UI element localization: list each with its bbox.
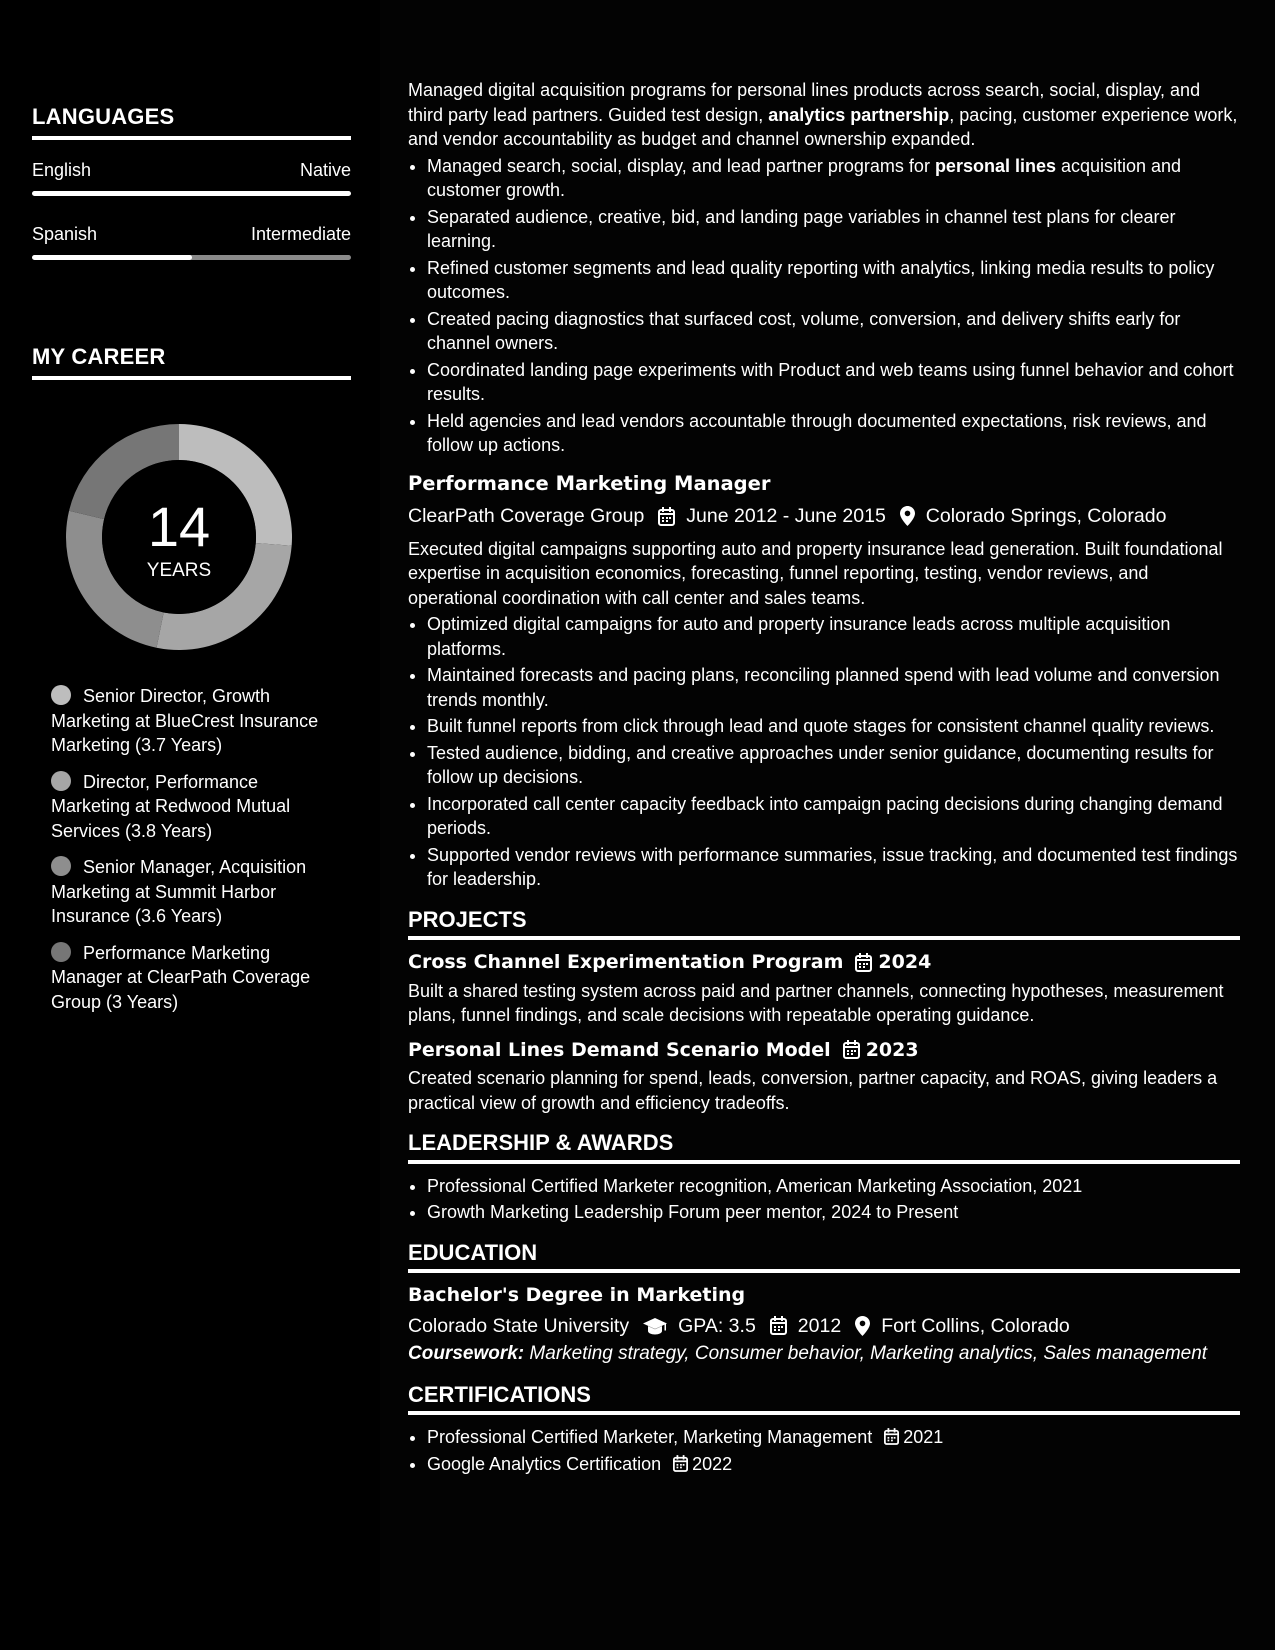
language-name: English: [32, 160, 92, 180]
project-name: Cross Channel Experimentation Program: [408, 951, 844, 973]
bullet-item: • Supported vendor reviews with performance summaries, issue tracking, and documented test findings for leadership.: [427, 843, 1240, 892]
coursework: [408, 1342, 1240, 1367]
job-title: Performance Marketing Manager: [408, 471, 771, 495]
career-dot-icon: [51, 771, 71, 791]
calendar-icon: [884, 1428, 899, 1445]
projects-title: PROJECTS: [408, 908, 1240, 941]
coursework-text: Marketing strategy, Consumer behavior, Marketing analytics, Sales management: [524, 1343, 1208, 1364]
bullet-item: • Incorporated call center capacity feedback into campaign pacing decisions during changing demand periods.: [427, 792, 1240, 841]
award-item: • Professional Certified Marketer recognition, American Marketing Association, 2021: [427, 1174, 1240, 1199]
languages-section: [32, 104, 351, 260]
summary-bold: analytics partnership: [768, 104, 950, 125]
calendar-icon: [855, 953, 872, 972]
career-dot-icon: [51, 685, 71, 705]
bullet-text: Managed search, social, display, and lead partner programs for: [427, 155, 935, 176]
graduation-year: 2012: [797, 1314, 842, 1337]
career-item-text: Senior Director, Growth Marketing at BlueCrest Insurance Marketing (3.7 Years): [51, 686, 319, 755]
languages-title: LANGUAGES: [32, 104, 351, 140]
career-years-number: 14: [147, 495, 211, 558]
calendar-icon: [673, 1455, 688, 1472]
project-year: 2024: [878, 951, 932, 973]
career-years-unit: YEARS: [146, 560, 212, 581]
language-item: [32, 224, 351, 260]
summary-text: , pacing, customer experience work, and vendor accountability as budget and channel ownership expanded.: [408, 104, 1238, 149]
location-pin-icon: [855, 1316, 870, 1336]
calendar-icon: [843, 1040, 860, 1059]
bullet-item: • Held agencies and lead vendors accountable through documented expectations, risk reviews, and follow up actions.: [427, 409, 1240, 458]
job-bullets: [408, 612, 1240, 892]
career-item-text: Performance Marketing Manager at ClearPath Coverage Group (3 Years): [51, 942, 311, 1012]
project-year: 2023: [865, 1038, 919, 1061]
bullet-item: • Separated audience, creative, bid, and landing page variables in channel test plans for clearer learning.: [427, 205, 1240, 254]
project-description: Built a shared testing system across paid and partner channels, connecting hypotheses, measurement plans, funnel findings, and scale decisions with repeatable operating guidance.: [408, 980, 1224, 1025]
language-item: [32, 160, 351, 196]
degree-name: Bachelor's Degree in Marketing: [408, 1284, 746, 1306]
awards-list: [408, 1174, 1240, 1225]
certification-name: Google Analytics Certification: [427, 1453, 662, 1474]
bullet-text: acquisition and customer growth.: [427, 155, 1182, 200]
project-item: [408, 950, 1240, 1028]
certification-name: Professional Certified Marketer, Marketing Management: [427, 1427, 873, 1447]
career-item: [51, 684, 341, 758]
career-donut-chart: [66, 424, 292, 650]
career-item: [51, 855, 341, 929]
school-location: Fort Collins, Colorado: [881, 1314, 1070, 1337]
bullet-item: • Refined customer segments and lead quality reporting with analytics, linking media results to policy outcomes.: [427, 256, 1240, 305]
coursework-label: Coursework:: [408, 1343, 525, 1364]
calendar-icon: [770, 1316, 787, 1335]
bullet-item: [427, 154, 1240, 203]
bullet-item: • Coordinated landing page experiments with Product and web teams using funnel behavior and cohort results.: [427, 358, 1240, 407]
job-dates: June 2012 - June 2015: [686, 505, 886, 527]
career-item-text: Senior Manager, Acquisition Marketing at Summit Harbor Insurance (3.6 Years): [51, 857, 307, 926]
career-dot-icon: [51, 856, 71, 876]
career-dot-icon: [51, 942, 71, 962]
certification-year: 2022: [692, 1453, 733, 1474]
gpa: GPA: 3.5: [678, 1314, 756, 1337]
bullet-bold: personal lines: [934, 155, 1056, 176]
education-title: EDUCATION: [408, 1241, 1240, 1274]
graduation-cap-icon: [643, 1317, 667, 1335]
bullet-item: • Maintained forecasts and pacing plans, reconciling planned spend with lead volume and conversion trends monthly.: [427, 663, 1240, 712]
job-location: Colorado Springs, Colorado: [925, 505, 1167, 527]
language-name: Spanish: [32, 224, 98, 244]
certifications-list: [408, 1425, 1240, 1476]
language-proficiency-bar: [32, 191, 351, 196]
calendar-icon: [658, 507, 675, 526]
language-level: Native: [299, 160, 351, 180]
award-item: • Growth Marketing Leadership Forum peer mentor, 2024 to Present: [427, 1200, 1240, 1225]
bullet-item: • Tested audience, bidding, and creative approaches under senior guidance, documenting results for follow up decisions.: [427, 741, 1240, 790]
career-item: [51, 770, 341, 844]
job-summary: Executed digital campaigns supporting auto and property insurance lead generation. Built foundational expertise in acquisition economics, forecasting, funnel reporting, testing, vendor reviews, and operational coordination with call center and sales teams.: [408, 538, 1223, 608]
certification-year: 2021: [903, 1427, 944, 1447]
project-item: [408, 1038, 1240, 1116]
main-content: [408, 78, 1240, 1478]
experience-summary: [408, 78, 1240, 152]
career-item: [51, 941, 341, 1015]
bullet-item: • Optimized digital campaigns for auto and property insurance leads across multiple acquisition platforms.: [427, 612, 1240, 661]
project-description: Created scenario planning for spend, leads, conversion, partner capacity, and ROAS, giving leaders a practical view of growth and efficiency tradeoffs.: [408, 1068, 1218, 1113]
school-name: Colorado State University: [408, 1314, 630, 1337]
job-company: ClearPath Coverage Group: [408, 505, 645, 527]
certifications-title: CERTIFICATIONS: [408, 1383, 1240, 1416]
education-meta: [408, 1314, 1240, 1339]
career-list: [51, 684, 341, 1026]
bullet-item: • Created pacing diagnostics that surfaced cost, volume, conversion, and delivery shifts early for channel owners.: [427, 307, 1240, 356]
summary-text: Managed digital acquisition programs for personal lines products across search, social, display, and third party lead partners. Guided test design,: [408, 80, 1201, 125]
language-proficiency-bar: [32, 255, 351, 260]
certification-item: [427, 1425, 1240, 1450]
location-pin-icon: [900, 506, 915, 526]
language-level: Intermediate: [250, 224, 351, 244]
project-name: Personal Lines Demand Scenario Model: [408, 1038, 831, 1061]
career-title: MY CAREER: [32, 344, 351, 380]
language-proficiency-fill: [32, 191, 351, 196]
career-item-text: Director, Performance Marketing at Redwood Mutual Services (3.8 Years): [51, 771, 291, 841]
career-section: [32, 344, 351, 380]
certification-item: [427, 1452, 1240, 1477]
experience-bullets: [408, 154, 1240, 458]
degree-title: [408, 1283, 1240, 1308]
language-proficiency-fill: [32, 255, 192, 260]
bullet-item: • Built funnel reports from click through lead and quote stages for consistent channel quality reviews.: [427, 714, 1240, 739]
awards-title: LEADERSHIP & AWARDS: [408, 1131, 1240, 1164]
job-meta: [408, 504, 1240, 529]
